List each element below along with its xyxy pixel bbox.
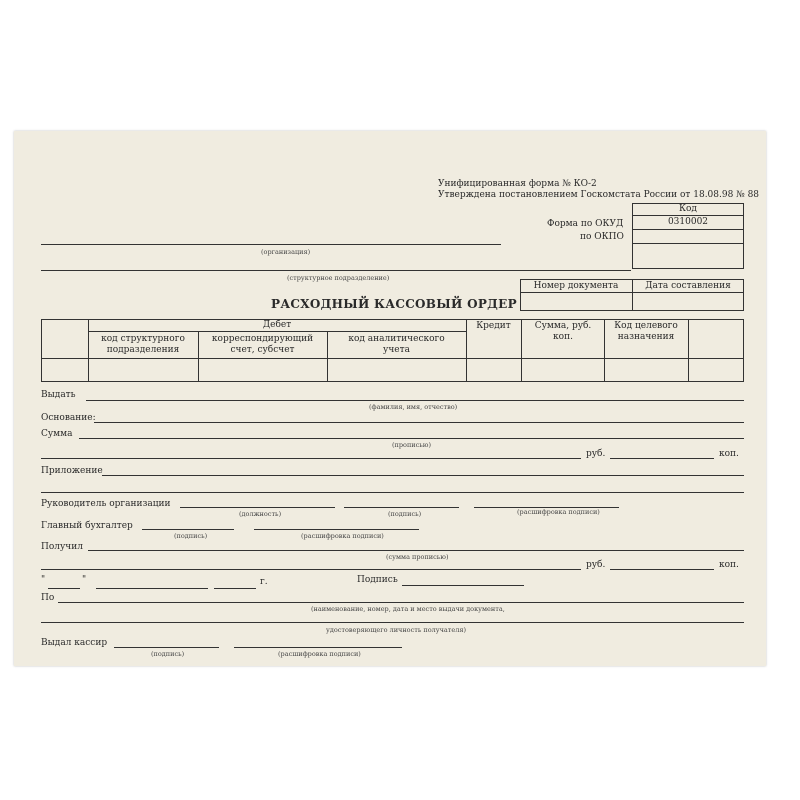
- summa-caption: (прописью): [392, 441, 431, 449]
- podpis-caption-3: (подпись): [151, 650, 185, 658]
- date-month-line[interactable]: [96, 588, 208, 589]
- glavbuh-label: Главный бухгалтер: [41, 521, 133, 531]
- code-header: Код: [679, 204, 697, 214]
- organization-caption: (организация): [261, 248, 311, 256]
- summa-line-2[interactable]: [41, 458, 581, 459]
- poluchil-label: Получил: [41, 542, 83, 552]
- doc-caption-2: удостоверяющего личность получателя): [326, 626, 467, 634]
- rub-label-1: руб.: [586, 449, 606, 459]
- okud-value: 0310002: [667, 217, 709, 227]
- rasshifrovka-caption-2: (расшифровка подписи): [301, 532, 384, 540]
- recipient-line[interactable]: [86, 400, 744, 401]
- credit-header: Кредит: [476, 321, 511, 331]
- doc-date-header: Дата составления: [645, 281, 731, 291]
- rub-label-2: руб.: [586, 560, 606, 570]
- subdivision-caption: (структурное подразделение): [287, 274, 390, 282]
- doc-number-header: Номер документа: [533, 281, 619, 291]
- poluchil-line-2[interactable]: [41, 569, 581, 570]
- kop-label-1: коп.: [719, 449, 739, 459]
- cash-order-form: [14, 131, 766, 666]
- vydal-kassir-label: Выдал кассир: [41, 638, 108, 648]
- podpis-caption-2: (подпись): [174, 532, 208, 540]
- glavbuh-signature-line[interactable]: [142, 529, 234, 530]
- summa-label: Сумма: [41, 429, 73, 439]
- date-year-line[interactable]: [214, 588, 256, 589]
- kassir-name-line[interactable]: [234, 647, 402, 648]
- col-subdivision-header: код структурного подразделения: [101, 334, 185, 355]
- osnovanie-label: Основание:: [41, 413, 96, 423]
- okud-label: Форма по ОКУД: [547, 219, 624, 229]
- year-label: г.: [260, 577, 268, 587]
- kassir-signature-line[interactable]: [114, 647, 219, 648]
- osnovanie-line[interactable]: [94, 422, 744, 423]
- po-line[interactable]: [58, 602, 744, 603]
- date-quote-open: ": [41, 575, 46, 585]
- rukovoditel-position-line[interactable]: [180, 507, 335, 508]
- vydat-label: Выдать: [41, 390, 76, 400]
- poluchil-line[interactable]: [88, 550, 744, 551]
- col-account-header: корреспондирующий счет, субсчет: [211, 334, 314, 355]
- summa-propisyu-caption: (сумма прописью): [386, 553, 449, 561]
- document-title: РАСХОДНЫЙ КАССОВЫЙ ОРДЕР: [271, 297, 517, 311]
- prilozhenie-line[interactable]: [102, 475, 744, 476]
- date-quote-close: ": [82, 575, 87, 585]
- kop-label-2: коп.: [719, 560, 739, 570]
- okpo-label: по ОКПО: [580, 232, 624, 242]
- podpis-caption-1: (подпись): [388, 510, 422, 518]
- kop-line-2[interactable]: [610, 569, 714, 570]
- podpis-line[interactable]: [402, 585, 524, 586]
- po-line-2[interactable]: [41, 622, 744, 623]
- sum-header: Сумма, руб. коп.: [534, 321, 592, 342]
- podpis-label: Подпись: [357, 575, 398, 585]
- kop-line-1[interactable]: [610, 458, 714, 459]
- col-analytic-header: код аналитического учета: [348, 334, 445, 355]
- doc-caption: (наименование, номер, дата и место выдачи документа,: [311, 605, 505, 613]
- target-code-header: Код целевого назначения: [614, 321, 678, 342]
- debet-header: Дебет: [262, 320, 292, 330]
- fio-caption: (фамилия, имя, отчество): [369, 403, 458, 411]
- rasshifrovka-caption-1: (расшифровка подписи): [517, 508, 600, 516]
- subdivision-line[interactable]: [41, 270, 631, 271]
- approval-line: Утверждена постановлением Госкомстата России от 18.08.98 № 88: [438, 190, 760, 200]
- rukovoditel-signature-line[interactable]: [344, 507, 459, 508]
- rasshifrovka-caption-3: (расшифровка подписи): [278, 650, 361, 658]
- prilozhenie-label: Приложение: [41, 466, 103, 476]
- dolzhnost-caption: (должность): [239, 510, 282, 518]
- glavbuh-name-line[interactable]: [254, 529, 419, 530]
- summa-line[interactable]: [79, 438, 744, 439]
- form-number-line: Унифицированная форма № КО-2: [438, 179, 597, 189]
- date-day-line[interactable]: [48, 588, 80, 589]
- prilozhenie-line-2[interactable]: [41, 492, 744, 493]
- organization-line[interactable]: [41, 244, 501, 245]
- po-label: По: [41, 593, 55, 603]
- rukovoditel-label: Руководитель организации: [41, 499, 171, 509]
